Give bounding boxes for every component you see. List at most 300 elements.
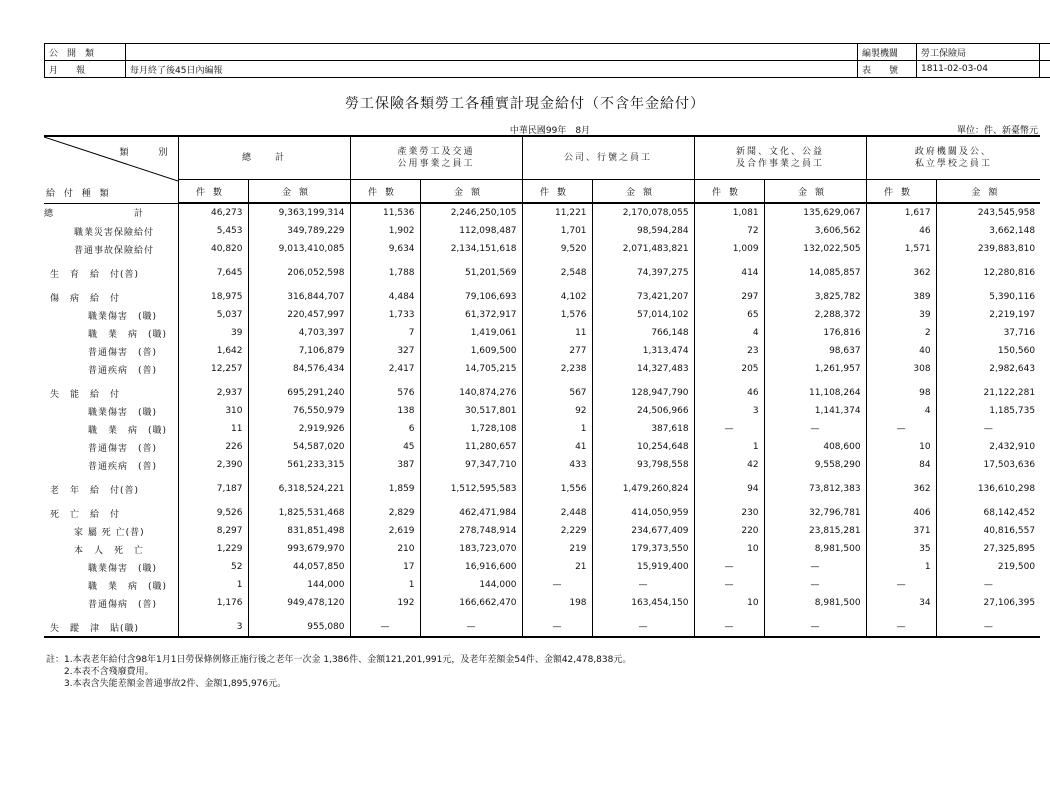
table-row [44, 203, 1040, 222]
row-label: 生 育 給 付(普) [50, 269, 140, 280]
amount-cell: 15,919,400 [592, 558, 694, 576]
row-label: 普通傷害 (普) [88, 443, 158, 454]
amount-cell: — [936, 420, 1040, 438]
count-cell: 4 [694, 324, 764, 342]
count-cell: 10 [694, 540, 764, 558]
row-label: 普通傷病 (普) [88, 599, 158, 610]
count-cell: 46 [866, 222, 936, 240]
amount-cell: 93,798,558 [592, 456, 694, 474]
count-cell: 39 [178, 324, 248, 342]
amount-cell: 166,662,470 [420, 594, 522, 612]
count-cell: 1 [522, 420, 592, 438]
group-header-4 [866, 136, 1040, 180]
count-cell: 9,526 [178, 504, 248, 522]
top-right-info-box [857, 43, 1040, 78]
amount-cell: 2,982,643 [936, 360, 1040, 378]
row-label: 職業傷害 (職) [88, 563, 158, 574]
row-label: 普通疾病 (普) [88, 461, 158, 472]
amount-cell: 51,201,569 [420, 264, 522, 282]
row-label: 普通疾病 (普) [88, 365, 158, 376]
amount-cell: 140,874,276 [420, 384, 522, 402]
amount-cell: 84,576,434 [248, 360, 350, 378]
row-label: 本 人 死 亡 [74, 545, 145, 556]
count-cell: 7,645 [178, 264, 248, 282]
amount-cell: 37,716 [936, 324, 1040, 342]
count-cell: 34 [866, 594, 936, 612]
amount-column-header: 金額 [248, 180, 350, 204]
count-cell: 192 [350, 594, 420, 612]
count-cell: 7 [350, 324, 420, 342]
amount-cell: 27,325,895 [936, 540, 1040, 558]
amount-cell: 8,981,500 [764, 594, 866, 612]
count-cell: 23 [694, 342, 764, 360]
count-cell: 1 [350, 576, 420, 594]
row-label: 普通事故保險給付 [74, 245, 155, 256]
count-cell: 4,484 [350, 288, 420, 306]
amount-cell: 831,851,498 [248, 522, 350, 540]
amount-column-header: 金額 [936, 180, 1040, 204]
group-header-line2: 及合作事業之員工 [736, 159, 825, 169]
count-cell: 10 [694, 594, 764, 612]
amount-cell: 32,796,781 [764, 504, 866, 522]
amount-cell: 14,705,215 [420, 360, 522, 378]
table-row [44, 240, 1040, 258]
count-cell: 387 [350, 456, 420, 474]
count-cell: 9,520 [522, 240, 592, 258]
report-period: 中華民國99年 8月 [509, 126, 591, 136]
count-cell: 1,081 [694, 203, 764, 222]
count-cell: 2,548 [522, 264, 592, 282]
amount-cell: 9,558,290 [764, 456, 866, 474]
count-cell: 2,937 [178, 384, 248, 402]
table-row [44, 576, 1040, 594]
count-cell: — [866, 618, 936, 637]
count-column-header: 件數 [522, 180, 592, 204]
row-label: 死 亡 給 付 [50, 509, 121, 520]
count-cell: 362 [866, 480, 936, 498]
count-cell: 2,229 [522, 522, 592, 540]
count-cell: 1,176 [178, 594, 248, 612]
table-row [44, 222, 1040, 240]
public-class-label: 公 開 類 [45, 44, 126, 61]
row-label: 老 年 給 付(普) [50, 485, 140, 496]
amount-cell: 5,390,116 [936, 288, 1040, 306]
table-row [44, 540, 1040, 558]
amount-cell: 1,185,735 [936, 402, 1040, 420]
count-cell: 40,820 [178, 240, 248, 258]
corner-top-label: 類 別 [119, 148, 172, 158]
count-cell: 5,453 [178, 222, 248, 240]
table-row [44, 384, 1040, 402]
count-cell: 84 [866, 456, 936, 474]
count-cell: 1,701 [522, 222, 592, 240]
agency-label: 編製機關 [858, 44, 917, 61]
amount-cell: 98,594,284 [592, 222, 694, 240]
count-cell: 7,187 [178, 480, 248, 498]
amount-cell: 2,246,250,105 [420, 203, 522, 222]
amount-cell: 2,219,197 [936, 306, 1040, 324]
amount-cell: 1,512,595,583 [420, 480, 522, 498]
amount-cell: 27,106,395 [936, 594, 1040, 612]
amount-cell: 11,108,264 [764, 384, 866, 402]
amount-cell: 57,014,102 [592, 306, 694, 324]
amount-cell: 17,503,636 [936, 456, 1040, 474]
amount-cell: 278,748,914 [420, 522, 522, 540]
row-label: 職 業 病 (職) [88, 581, 168, 592]
count-cell: — [694, 558, 764, 576]
count-cell: 2,619 [350, 522, 420, 540]
amount-cell: 3,825,782 [764, 288, 866, 306]
count-cell: 11,221 [522, 203, 592, 222]
amount-cell: 1,419,061 [420, 324, 522, 342]
row-label: 職 業 病 (職) [88, 425, 168, 436]
count-cell: 220 [694, 522, 764, 540]
amount-cell: 68,142,452 [936, 504, 1040, 522]
count-cell: 17 [350, 558, 420, 576]
amount-cell: 2,432,910 [936, 438, 1040, 456]
table-row [44, 558, 1040, 576]
group-header-0 [178, 136, 350, 180]
row-label: 職 業 病 (職) [88, 329, 168, 340]
count-cell: 1,859 [350, 480, 420, 498]
amount-cell: 24,506,966 [592, 402, 694, 420]
amount-cell: 9,363,199,314 [248, 203, 350, 222]
report-frequency-value: 每月終了後45日內編報 [126, 61, 1050, 78]
count-cell: 46,273 [178, 203, 248, 222]
amount-cell: 8,981,500 [764, 540, 866, 558]
count-column-header: 件數 [866, 180, 936, 204]
count-cell: 18,975 [178, 288, 248, 306]
count-cell: 46 [694, 384, 764, 402]
agency-value: 勞工保險局 [917, 44, 1040, 61]
amount-cell: — [764, 420, 866, 438]
amount-cell: 955,080 [248, 618, 350, 637]
group-header-line1: 政府機關及公、 [914, 147, 992, 157]
count-cell: 1 [866, 558, 936, 576]
form-number-label: 表 號 [858, 61, 917, 78]
count-cell: 1,617 [866, 203, 936, 222]
group-header-2 [522, 136, 694, 180]
amount-cell: 1,313,474 [592, 342, 694, 360]
amount-cell: 97,347,710 [420, 456, 522, 474]
count-cell: 406 [866, 504, 936, 522]
group-header-line2: 公用事業之員工 [397, 159, 475, 169]
amount-column-header: 金額 [592, 180, 694, 204]
amount-cell: 76,550,979 [248, 402, 350, 420]
amount-cell: 766,148 [592, 324, 694, 342]
row-label: 職業傷害 (職) [88, 311, 158, 322]
table-row [44, 456, 1040, 474]
count-cell: 362 [866, 264, 936, 282]
count-cell: 45 [350, 438, 420, 456]
count-column-header: 件數 [178, 180, 248, 204]
count-cell: 42 [694, 456, 764, 474]
count-cell: 1,902 [350, 222, 420, 240]
amount-cell: 9,013,410,085 [248, 240, 350, 258]
amount-cell: 219,500 [936, 558, 1040, 576]
amount-cell: — [592, 618, 694, 637]
table-row [44, 594, 1040, 612]
amount-cell: 408,600 [764, 438, 866, 456]
count-cell: 226 [178, 438, 248, 456]
amount-cell: 21,122,281 [936, 384, 1040, 402]
row-label: 失 蹤 津 貼(職) [44, 618, 178, 637]
note-line: 3.本表含失能差額金普通事故2件、金額1,895,976元。 [46, 679, 287, 689]
count-cell: 10 [866, 438, 936, 456]
amount-cell: 316,844,707 [248, 288, 350, 306]
table-row [44, 618, 1040, 637]
amount-cell: 183,723,070 [420, 540, 522, 558]
count-cell: 9,634 [350, 240, 420, 258]
count-cell: 327 [350, 342, 420, 360]
note-line: 註：1.本表老年給付含98年1月1日勞保條例修正施行後之老年一次金 1,386件、金額121,201,991元，及老年差額金54件、金額42,478,838元。 [46, 655, 632, 665]
count-cell: 94 [694, 480, 764, 498]
amount-cell: 44,057,850 [248, 558, 350, 576]
amount-cell: 993,679,970 [248, 540, 350, 558]
amount-column-header: 金額 [764, 180, 866, 204]
count-cell: 2,417 [350, 360, 420, 378]
amount-cell: 12,280,816 [936, 264, 1040, 282]
table-row [44, 480, 1040, 498]
table-row [44, 402, 1040, 420]
count-cell: 277 [522, 342, 592, 360]
amount-cell: 112,098,487 [420, 222, 522, 240]
count-cell: 219 [522, 540, 592, 558]
count-cell: 8,297 [178, 522, 248, 540]
amount-cell: 10,254,648 [592, 438, 694, 456]
count-cell: 21 [522, 558, 592, 576]
amount-cell: 414,050,959 [592, 504, 694, 522]
table-row [44, 264, 1040, 282]
amount-cell: 387,618 [592, 420, 694, 438]
count-cell: 3 [178, 618, 248, 637]
form-number-value: 1811-02-03-04 [917, 61, 1040, 78]
amount-cell: 220,457,997 [248, 306, 350, 324]
count-cell: 310 [178, 402, 248, 420]
count-cell: 3 [694, 402, 764, 420]
amount-cell: 1,825,531,468 [248, 504, 350, 522]
group-header-line1: 產業勞工及交通 [397, 147, 475, 157]
amount-cell: 98,637 [764, 342, 866, 360]
count-cell: 433 [522, 456, 592, 474]
amount-cell: 2,134,151,618 [420, 240, 522, 258]
document-title: 勞工保險各類勞工各種實計現金給付（不含年金給付） [345, 96, 705, 112]
amount-cell: 14,327,483 [592, 360, 694, 378]
amount-cell: — [764, 558, 866, 576]
row-label: 職業災害保險給付 [74, 227, 155, 238]
count-cell: 40 [866, 342, 936, 360]
count-column-header: 件數 [694, 180, 764, 204]
amount-cell: 179,373,550 [592, 540, 694, 558]
count-cell: 92 [522, 402, 592, 420]
count-cell: 371 [866, 522, 936, 540]
count-cell: 389 [866, 288, 936, 306]
amount-cell: 73,812,383 [764, 480, 866, 498]
table-row [44, 504, 1040, 522]
amount-cell: 144,000 [420, 576, 522, 594]
amount-cell: 1,261,957 [764, 360, 866, 378]
amount-cell: 3,606,562 [764, 222, 866, 240]
amount-cell: 61,372,917 [420, 306, 522, 324]
count-cell: 1,788 [350, 264, 420, 282]
count-cell: 6 [350, 420, 420, 438]
amount-cell: — [420, 618, 522, 637]
amount-cell: 23,815,281 [764, 522, 866, 540]
amount-cell: 1,141,374 [764, 402, 866, 420]
header-corner-cell [44, 136, 178, 203]
row-label: 傷 病 給 付 [50, 293, 121, 304]
row-label: 普通傷害 (普) [88, 347, 158, 358]
count-cell: 11 [178, 420, 248, 438]
row-label: 失 能 給 付 [50, 389, 121, 400]
count-cell: — [866, 576, 936, 594]
count-cell: 1,556 [522, 480, 592, 498]
amount-cell: 1,609,500 [420, 342, 522, 360]
amount-cell: 234,677,409 [592, 522, 694, 540]
amount-cell: 7,106,879 [248, 342, 350, 360]
amount-cell: 949,478,120 [248, 594, 350, 612]
amount-column-header: 金額 [420, 180, 522, 204]
count-cell: 2 [866, 324, 936, 342]
count-cell: 210 [350, 540, 420, 558]
amount-cell: 74,397,275 [592, 264, 694, 282]
count-cell: 1,571 [866, 240, 936, 258]
amount-cell: 11,280,657 [420, 438, 522, 456]
benefits-table [44, 135, 1040, 638]
amount-cell: 4,703,397 [248, 324, 350, 342]
count-cell: — [522, 576, 592, 594]
amount-cell: 14,085,857 [764, 264, 866, 282]
group-header-1 [350, 136, 522, 180]
group-header-line1: 新聞、文化、公益 [736, 147, 825, 157]
amount-cell: — [592, 576, 694, 594]
corner-bottom-label: 給 付 種 類 [46, 188, 112, 199]
count-cell: 65 [694, 306, 764, 324]
amount-cell: 2,170,078,055 [592, 203, 694, 222]
count-cell: 414 [694, 264, 764, 282]
count-cell: 1 [694, 438, 764, 456]
count-cell: 12,257 [178, 360, 248, 378]
amount-cell: 79,106,693 [420, 288, 522, 306]
amount-cell: 150,560 [936, 342, 1040, 360]
count-cell: — [694, 618, 764, 637]
count-cell: 2,448 [522, 504, 592, 522]
amount-cell: 3,662,148 [936, 222, 1040, 240]
amount-cell: 239,883,810 [936, 240, 1040, 258]
count-column-header: 件數 [350, 180, 420, 204]
count-cell: 2,390 [178, 456, 248, 474]
count-cell: 1,009 [694, 240, 764, 258]
amount-cell: 462,471,984 [420, 504, 522, 522]
count-cell: 39 [866, 306, 936, 324]
amount-cell: 144,000 [248, 576, 350, 594]
count-cell: 4,102 [522, 288, 592, 306]
amount-cell: 132,022,505 [764, 240, 866, 258]
table-row [44, 360, 1040, 378]
amount-cell: 6,318,524,221 [248, 480, 350, 498]
row-label: 總 計 [44, 209, 145, 220]
unit-note: 單位：件、新臺幣元 [956, 126, 1038, 136]
count-cell: 567 [522, 384, 592, 402]
amount-cell: — [764, 576, 866, 594]
group-header-line2: 私立學校之員工 [914, 159, 992, 169]
amount-cell: 176,816 [764, 324, 866, 342]
amount-cell: 349,789,229 [248, 222, 350, 240]
count-cell: 5,037 [178, 306, 248, 324]
group-header-3 [694, 136, 866, 180]
count-cell: 1,229 [178, 540, 248, 558]
amount-cell: 2,288,372 [764, 306, 866, 324]
count-cell: — [522, 618, 592, 637]
amount-cell: — [936, 618, 1040, 637]
amount-cell: 136,610,298 [936, 480, 1040, 498]
count-cell: 72 [694, 222, 764, 240]
count-cell: 98 [866, 384, 936, 402]
count-cell: 576 [350, 384, 420, 402]
note-line: 2.本表不含殘廢費用。 [46, 667, 154, 677]
count-cell: 2,238 [522, 360, 592, 378]
amount-cell: 30,517,801 [420, 402, 522, 420]
amount-cell: 2,919,926 [248, 420, 350, 438]
amount-cell: 54,587,020 [248, 438, 350, 456]
count-cell: 205 [694, 360, 764, 378]
notes [46, 654, 631, 690]
table-row [44, 288, 1040, 306]
amount-cell: — [764, 618, 866, 637]
count-cell: 35 [866, 540, 936, 558]
amount-cell: 1,728,108 [420, 420, 522, 438]
group-header-line1: 公司、行號之員工 [564, 153, 653, 163]
count-cell: 1,576 [522, 306, 592, 324]
row-label: 職業傷害 (職) [88, 407, 158, 418]
amount-cell: 73,421,207 [592, 288, 694, 306]
table-row [44, 522, 1040, 540]
amount-cell: 135,629,067 [764, 203, 866, 222]
count-cell: 41 [522, 438, 592, 456]
count-cell: 11,536 [350, 203, 420, 222]
count-cell: 4 [866, 402, 936, 420]
count-cell: 11 [522, 324, 592, 342]
table-row [44, 324, 1040, 342]
amount-cell: 561,233,315 [248, 456, 350, 474]
amount-cell: 1,479,260,824 [592, 480, 694, 498]
amount-cell: 206,052,598 [248, 264, 350, 282]
amount-cell: 243,545,958 [936, 203, 1040, 222]
count-cell: 308 [866, 360, 936, 378]
group-header-line1: 總 計 [242, 153, 287, 163]
amount-cell: 695,291,240 [248, 384, 350, 402]
count-cell: 52 [178, 558, 248, 576]
count-cell: 1 [178, 576, 248, 594]
table-row [44, 420, 1040, 438]
count-cell: — [694, 420, 764, 438]
count-cell: 230 [694, 504, 764, 522]
amount-cell: 2,071,483,821 [592, 240, 694, 258]
row-label: 家 屬 死 亡(普) [74, 527, 145, 538]
count-cell: — [694, 576, 764, 594]
count-cell: 138 [350, 402, 420, 420]
count-cell: 1,733 [350, 306, 420, 324]
amount-cell: 128,947,790 [592, 384, 694, 402]
count-cell: 198 [522, 594, 592, 612]
count-cell: 1,642 [178, 342, 248, 360]
amount-cell: 16,916,600 [420, 558, 522, 576]
table-row [44, 342, 1040, 360]
count-cell: — [866, 420, 936, 438]
amount-cell: 163,454,150 [592, 594, 694, 612]
report-frequency-label: 月 報 [45, 61, 126, 78]
amount-cell: 40,816,557 [936, 522, 1040, 540]
